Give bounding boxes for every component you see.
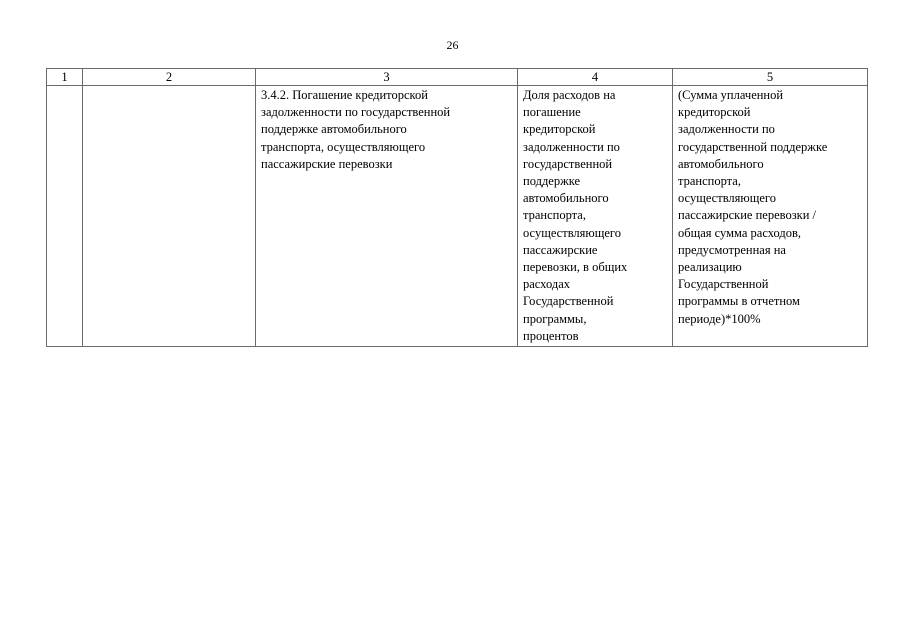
column-header-4: 4 <box>518 69 673 86</box>
cell-program <box>83 86 256 347</box>
cell-indicator <box>518 86 673 347</box>
calculation-formula: (Сумма уплаченной кредиторской задолженности по государственной поддержке автомобильного транспорта, осуществляющего пассажирские перевозки / общая сумма расходов, предусмотренная на реализацию Государственной программы в отчетном периоде)*100% <box>678 88 828 326</box>
cell-number <box>47 86 83 347</box>
table-header <box>47 69 868 86</box>
indicator-description: Доля расходов на погашение кредиторской задолженности по государственной поддержке автомобильного транспорта, осуществляющего пассажирские перевозки, в общих расходах Государственной программы, процентов <box>523 88 628 343</box>
column-header-1: 1 <box>47 69 83 86</box>
column-header-5: 5 <box>673 69 868 86</box>
indicator-table <box>46 68 868 347</box>
table-body <box>47 86 868 347</box>
page-number: 26 <box>446 38 459 52</box>
table-row <box>47 86 868 347</box>
cell-formula <box>673 86 868 347</box>
column-header-2: 2 <box>83 69 256 86</box>
measure-description: 3.4.2. Погашение кредиторской задолженности по государственной поддержке автомобильного транспорта, осуществляющего пассажирские перевозки <box>261 88 451 171</box>
cell-measure <box>256 86 518 347</box>
header-row <box>47 69 868 86</box>
column-header-3: 3 <box>256 69 518 86</box>
